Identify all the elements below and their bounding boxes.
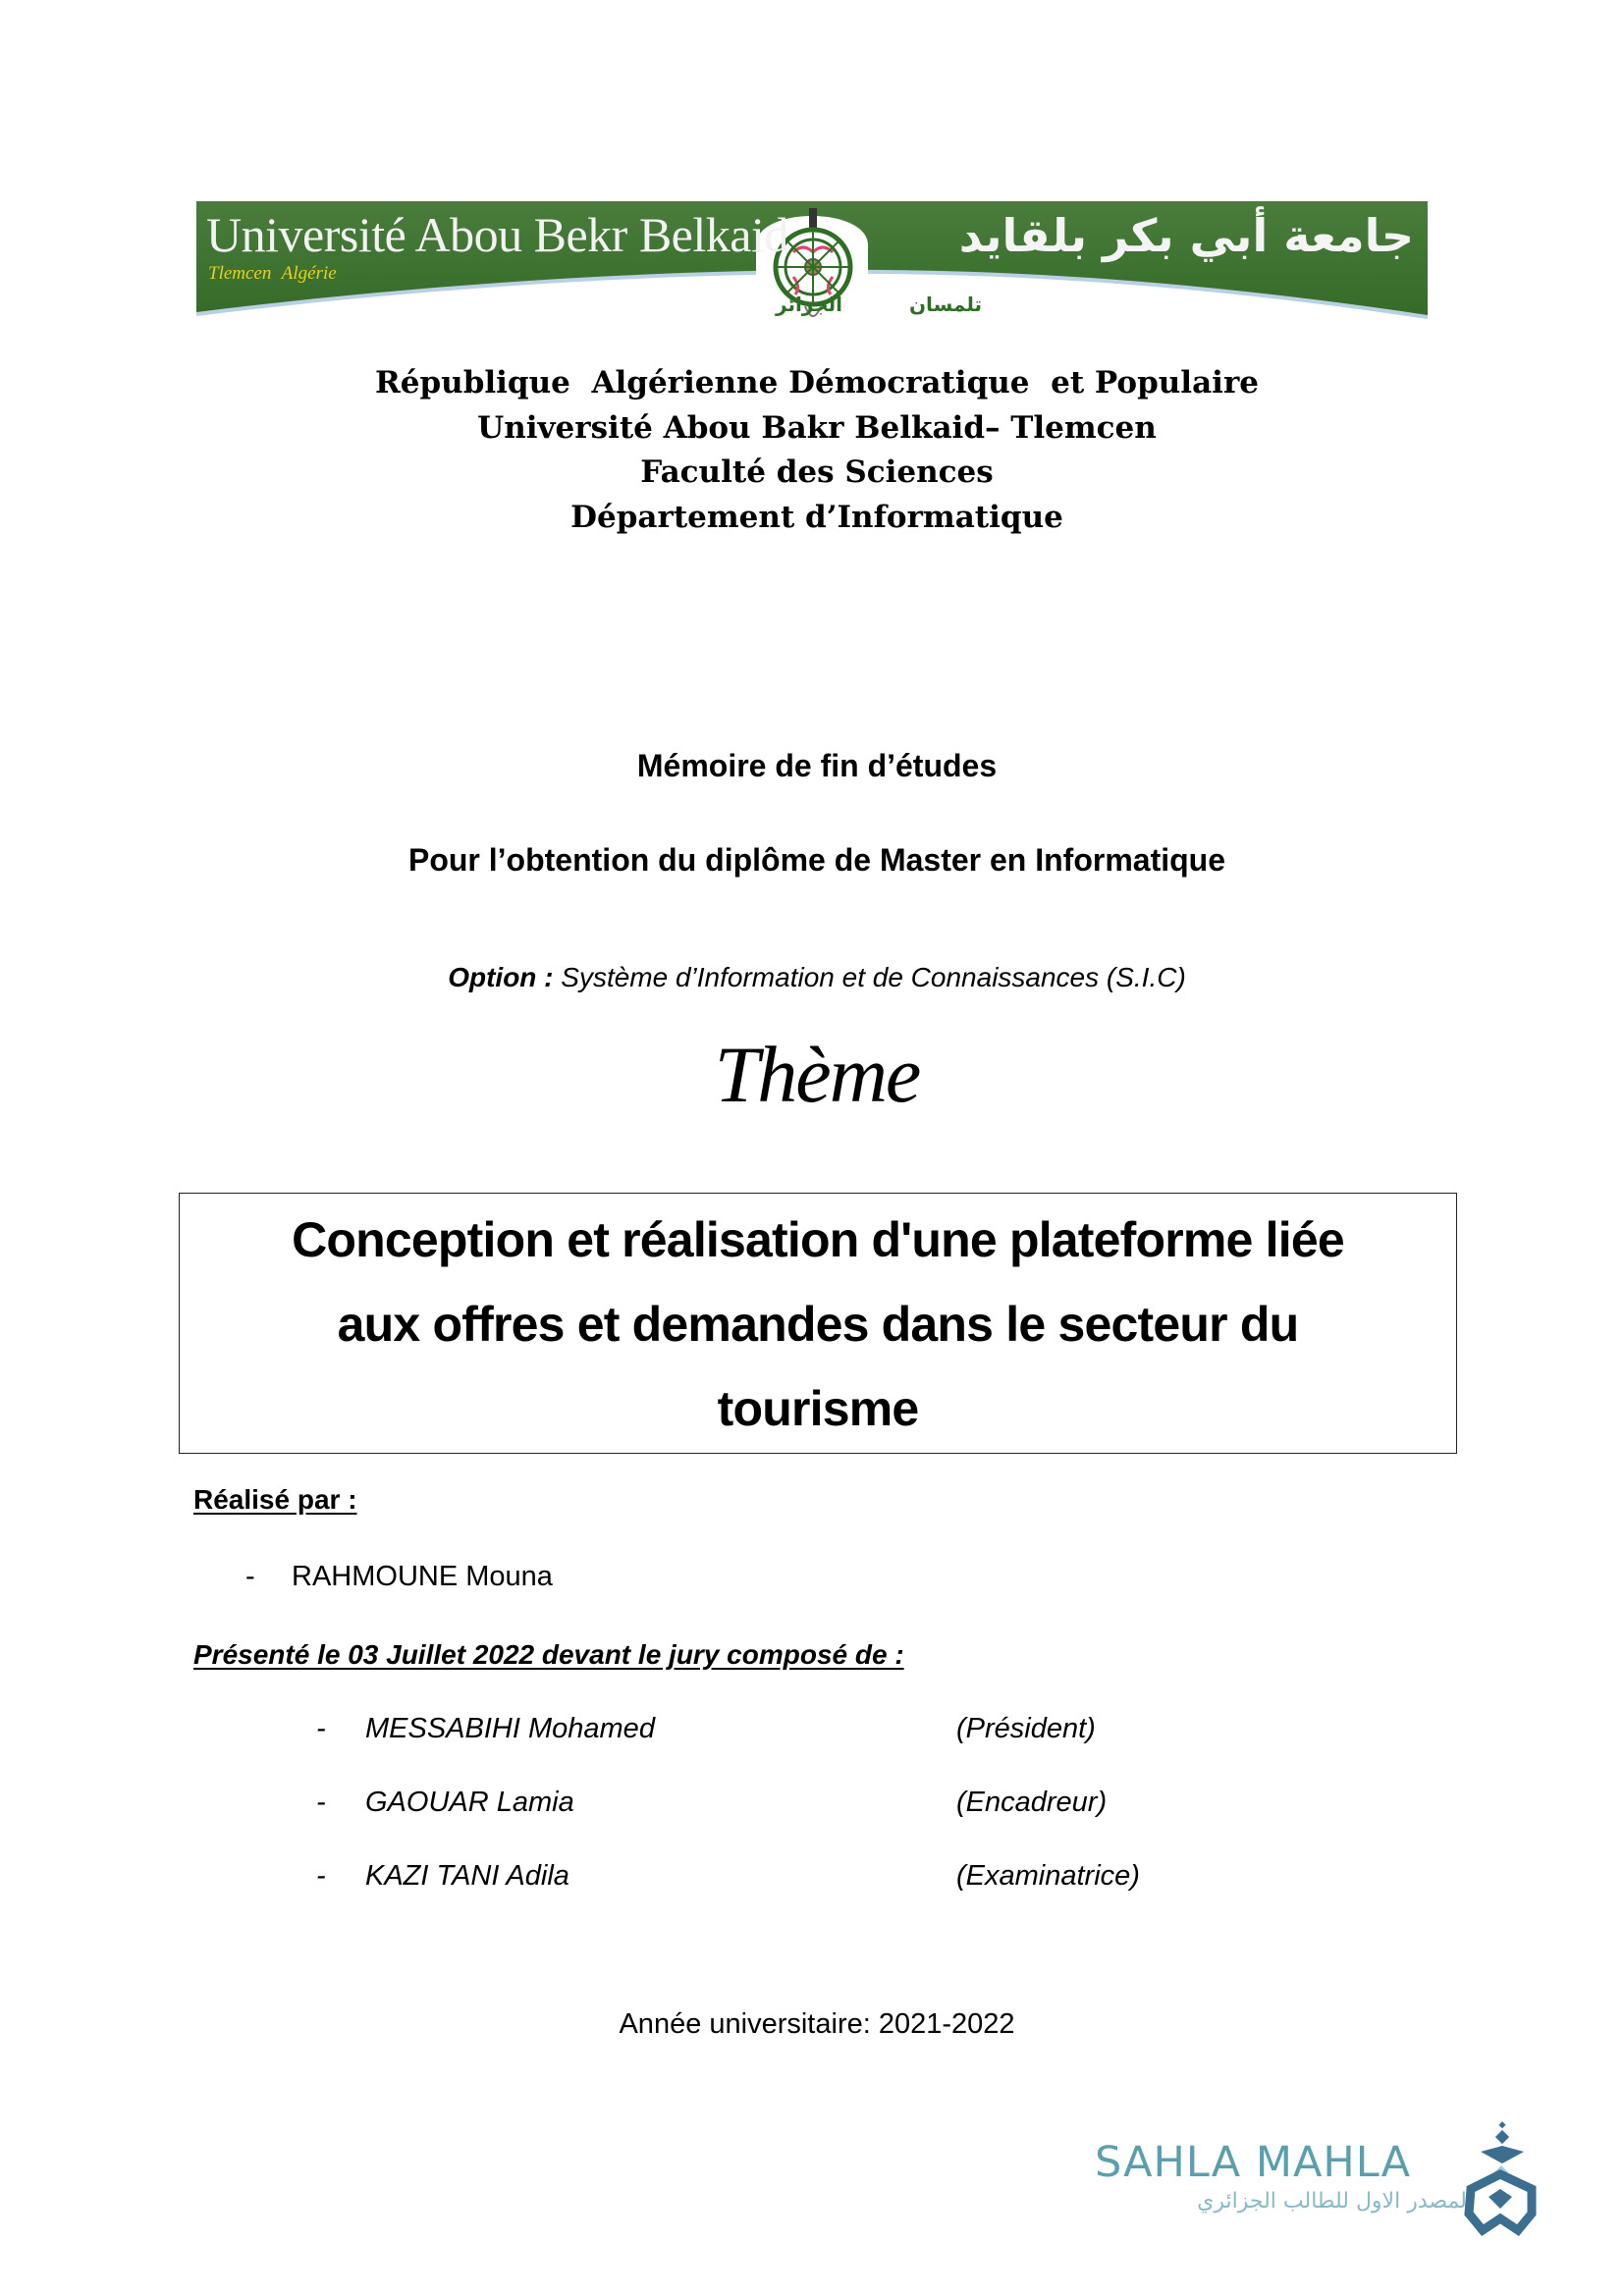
sahla-mahla-logo-icon [1461,2120,1540,2238]
jury-member [316,1860,1298,1893]
realise-par-label: Réalisé par : [193,1484,357,1515]
option-line [0,962,1624,993]
banner-city-country-ar [776,293,982,316]
thesis-title-line-2: aux offres et demandes dans le secteur du [337,1297,1299,1352]
academic-year: Année universitaire: 2021-2022 [619,2008,1015,2040]
header-university: Université Abou Bakr Belkaid– Tlemcen [477,409,1157,446]
list-bullet: - [245,1561,255,1592]
header-republic: République Algérienne Démocratique et Populaire [375,365,1259,400]
jury-member [316,1787,1298,1819]
header-department: Département d’Informatique [570,499,1063,535]
jury-member-name: MESSABIHI Mohamed [365,1713,655,1744]
author-name: RAHMOUNE Mouna [292,1561,553,1592]
jury-label: Présenté le 03 Juillet 2022 devant le jury composé de : [193,1639,904,1670]
institution-header [0,361,1624,540]
banner-city-ar: تلمسان [908,293,982,316]
list-bullet: - [316,1860,326,1892]
document-type: Mémoire de fin d’études [636,748,998,783]
diploma-line: Pour l’obtention du diplôme de Master en Informatique [407,842,1226,878]
jury-member-name: GAOUAR Lamia [365,1787,574,1818]
jury-member-name: KAZI TANI Adila [365,1860,569,1892]
jury-member-role: (Examinatrice) [956,1860,1140,1892]
banner-country-ar: الجزائر [776,293,843,316]
jury-member-role: (Encadreur) [956,1787,1108,1818]
banner-university-name-fr: Université Abou Bekr Belkaid [206,207,788,262]
thesis-title [179,1198,1457,1451]
theme-heading: Thème [714,1030,920,1119]
thesis-title-line-3: tourisme [717,1381,919,1436]
banner-university-name-ar: جامعة أبي بكر بلقايد [958,209,1414,262]
watermark-title: SAHLA MAHLA [1095,2138,1412,2187]
watermark-subtitle: المصدر الاول للطالب الجزائري [1197,2189,1473,2214]
jury-member-role: (Président) [956,1713,1096,1744]
banner-location-fr: Tlemcen Algérie [208,263,337,284]
jury-member [316,1713,1298,1745]
header-faculty: Faculté des Sciences [640,454,994,490]
thesis-title-line-1: Conception et réalisation d'une plateforme liée [292,1212,1344,1267]
option-label: Option : [448,962,554,992]
option-value: Système d’Information et de Connaissances (S.I.C) [553,962,1186,992]
list-bullet: - [316,1787,326,1818]
list-bullet: - [316,1713,326,1744]
author-item [245,1561,553,1593]
